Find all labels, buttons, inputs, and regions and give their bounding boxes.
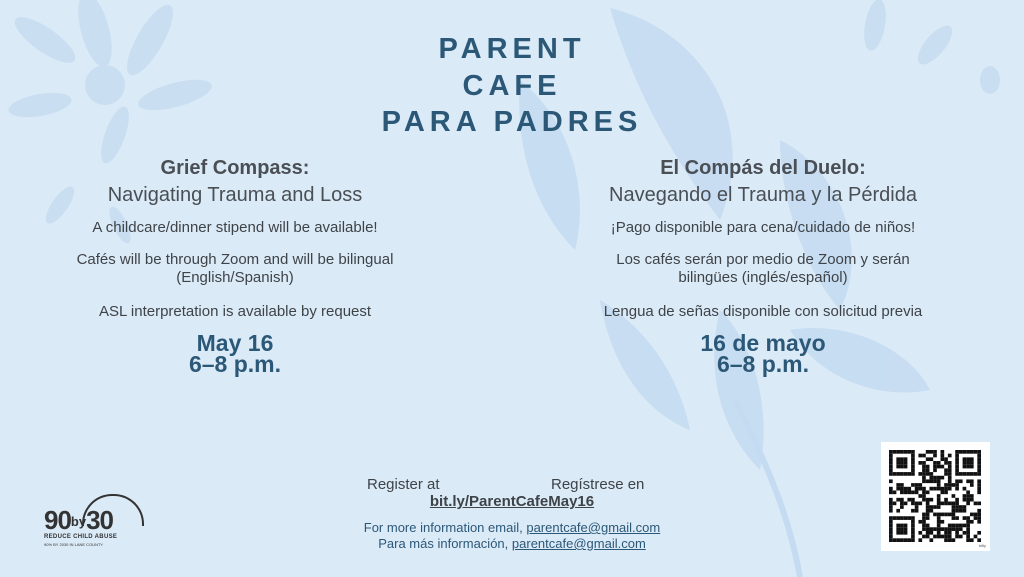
logo-subtagline: 90% BY 2030 IN LANE COUNTY bbox=[44, 542, 104, 547]
spanish-subheading: Navegando el Trauma y la Pérdida bbox=[609, 184, 917, 206]
info-english-prefix: For more information email, bbox=[363, 520, 523, 535]
logo-tagline: REDUCE CHILD ABUSE bbox=[44, 534, 118, 540]
logo-wordmark bbox=[44, 506, 113, 536]
english-time: 6–8 p.m. bbox=[188, 351, 282, 377]
spanish-heading: El Compás del Duelo: bbox=[660, 157, 866, 179]
english-subheading: Navigating Trauma and Loss bbox=[107, 184, 363, 206]
spanish-column bbox=[528, 155, 998, 377]
english-date: May 16 bbox=[196, 330, 274, 356]
register-spanish: Regístrese en bbox=[551, 476, 645, 493]
info-spanish-prefix: Para más información, bbox=[378, 536, 509, 551]
title-line-1: PARENT bbox=[438, 33, 586, 65]
title-line-2: CAFE bbox=[462, 70, 562, 102]
spanish-asl: Lengua de señas disponible con solicitud previa bbox=[603, 303, 923, 320]
english-zoom-line-2: (English/Spanish) bbox=[176, 269, 294, 286]
spanish-time: 6–8 p.m. bbox=[716, 351, 810, 377]
email-link-spanish[interactable]: parentcafe@gmail.com bbox=[511, 536, 646, 551]
spanish-zoom-line-1: Los cafés serán por medio de Zoom y serán bbox=[616, 251, 910, 268]
qr-note: bitly bbox=[978, 543, 986, 548]
logo-number-right: 30 bbox=[86, 505, 114, 535]
english-asl: ASL interpretation is available by request bbox=[98, 303, 372, 320]
register-english: Register at bbox=[367, 476, 440, 493]
english-zoom-info bbox=[0, 251, 470, 287]
90by30-logo bbox=[44, 494, 156, 550]
spanish-zoom-line-2: bilingües (inglés/español) bbox=[678, 269, 848, 286]
spanish-zoom-info bbox=[528, 251, 998, 287]
english-column bbox=[0, 155, 470, 377]
spanish-date: 16 de mayo bbox=[700, 330, 826, 356]
spanish-stipend: ¡Pago disponible para cena/cuidado de niños! bbox=[610, 219, 916, 236]
english-heading: Grief Compass: bbox=[160, 157, 310, 179]
logo-by: by bbox=[70, 514, 87, 530]
logo-number-left: 90 bbox=[44, 505, 71, 535]
english-zoom-line-1: Cafés will be through Zoom and will be bilingual bbox=[76, 251, 394, 268]
qr-code-icon bbox=[889, 450, 981, 542]
email-link-english[interactable]: parentcafe@gmail.com bbox=[526, 520, 661, 535]
english-stipend: A childcare/dinner stipend will be available! bbox=[92, 219, 378, 236]
qr-code[interactable] bbox=[881, 442, 990, 551]
title-line-3: PARA PADRES bbox=[381, 106, 643, 138]
registration-link[interactable]: bit.ly/ParentCafeMay16 bbox=[429, 493, 595, 510]
